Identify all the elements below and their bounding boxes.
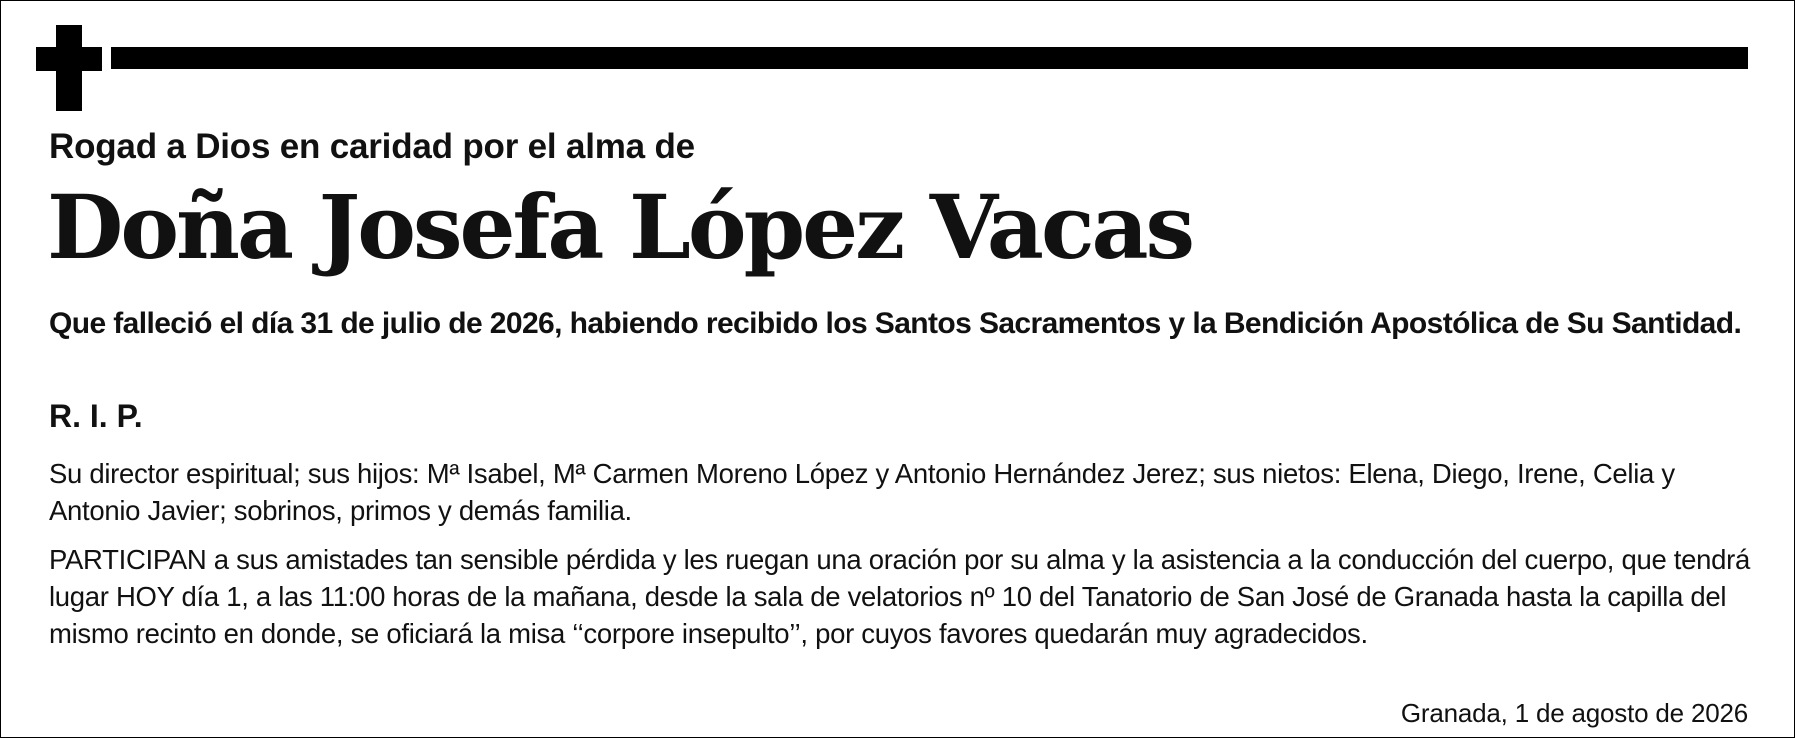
intro-text: Rogad a Dios en caridad por el alma de (49, 127, 695, 166)
participan-paragraph: PARTICIPAN a sus amistades tan sensible pérdida y les ruegan una oración por su alma y la asistencia a la conducción del cuerpo, que tendrá lugar HOY día 1, a las 11:00 horas de la mañana, desde la sala de velatorios nº 10 del Tanatorio de San José de Granada hasta la capilla del mismo recinto en donde, se oficiará la misa ‘‘corpore insepulto’’, por cuyos favores quedarán muy agradecidos. (49, 544, 1750, 649)
family-paragraph: Su director espiritual; sus hijos: Mª Isabel, Mª Carmen Moreno López y Antonio Hernández Jerez; sus nietos: Elena, Diego, Irene, Celia y Antonio Javier; sobrinos, primos y demás familia. (49, 458, 1675, 526)
rip-text: R. I. P. (49, 398, 143, 434)
header-rule (111, 47, 1748, 69)
cross-icon-bar (36, 47, 102, 71)
deceased-name: Doña Josefa López Vacas (47, 175, 1193, 279)
death-statement: Que falleció el día 31 de julio de 2026, habiendo recibido los Santos Sacramentos y la Bendición Apostólica de Su Santidad. (49, 307, 1742, 340)
place-date: Granada, 1 de agosto de 2026 (1400, 698, 1748, 728)
